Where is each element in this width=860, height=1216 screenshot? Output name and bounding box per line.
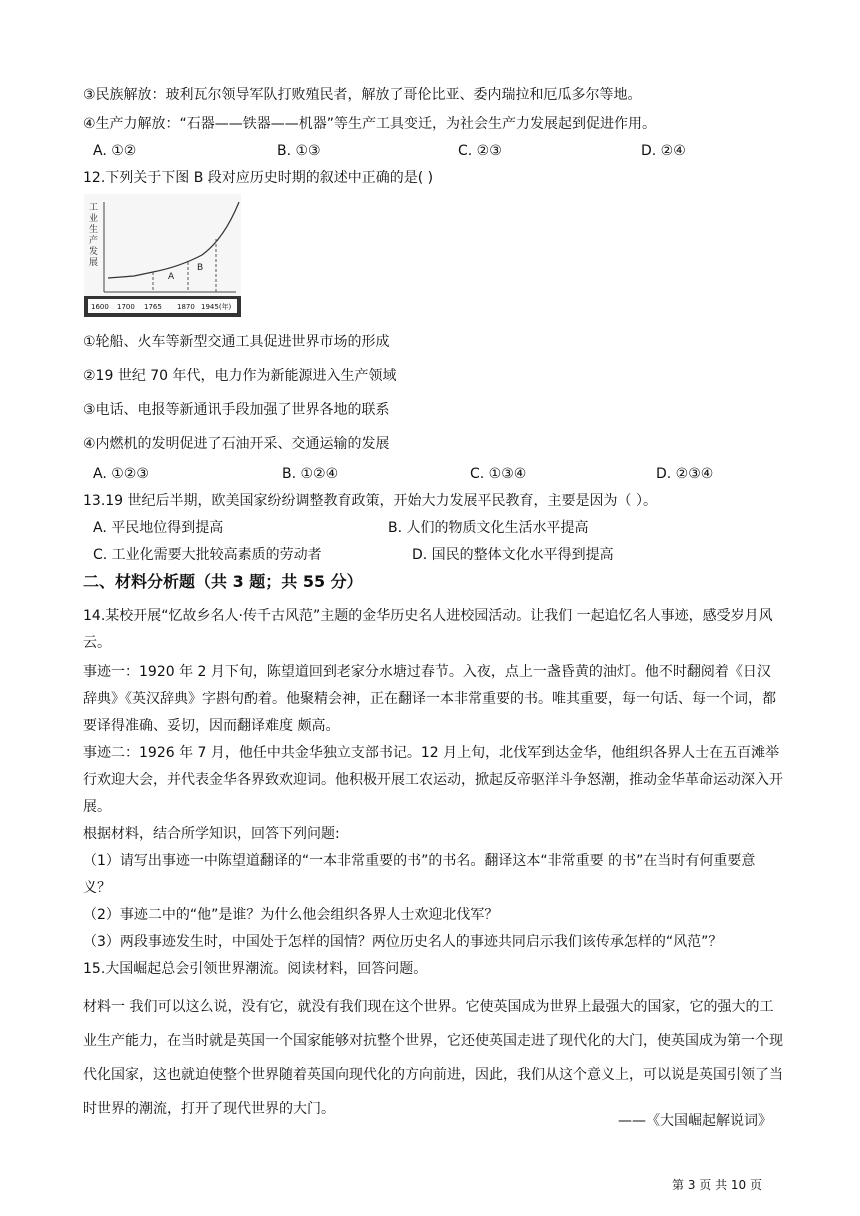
- q14-event-1: 事迹一：1920 年 2 月下旬，陈望道回到老家分水塘过春节。入夜，点上一盏昏黄的油灯。他不时翻阅着《日汉辞典》《英汉辞典》字斟句酌着。他聚精会神，正在翻译一本非常重要的书。唯其重要，每一句话、每一个词，都要译得准确、妥切，因而翻译难度 颇高。: [83, 664, 776, 734]
- x-tick-1945: 1945(年): [201, 303, 232, 311]
- q12-stem: 12.下列关于下图 B 段对应历史时期的叙述中正确的是( ): [83, 170, 434, 186]
- q13-option-a[interactable]: A. 平民地位得到提高: [93, 520, 224, 536]
- q11-item3: ③民族解放：玻利瓦尔领导军队打败殖民者，解放了哥伦比亚、委内瑞拉和厄瓜多尔等地。: [83, 87, 642, 103]
- q11-option-b[interactable]: B. ①③: [277, 143, 321, 159]
- q14-prompt: 根据材料，结合所学知识，回答下列问题:: [83, 826, 340, 842]
- chart-ylabel-char: 工: [89, 203, 99, 213]
- q14-intro: 14.某校开展“忆故乡名人·传千古风范”主题的金华历史名人进校园活动。让我们 一起追忆名人事迹，感受岁月风云。: [83, 608, 773, 651]
- q13-option-c[interactable]: C. 工业化需要大批较高素质的劳动者: [93, 547, 322, 563]
- q13-stem: 13.19 世纪后半期，欧美国家纷纷调整教育政策，开始大力发展平民教育，主要是因为（ ）。: [83, 493, 657, 509]
- q12-item-3: ③电话、电报等新通讯手段加强了世界各地的联系: [83, 402, 390, 418]
- x-tick-1765: 1765: [144, 303, 162, 311]
- q15-material-source: ——《大国崛起解说词》: [618, 1113, 772, 1129]
- section-heading: 二、材料分析题（共 3 题；共 55 分）: [83, 572, 363, 591]
- q13-option-b[interactable]: B. 人们的物质文化生活水平提高: [388, 520, 589, 536]
- q14-subquestion-2: （2）事迹二中的“他”是谁？为什么他会组织各界人士欢迎北伐军？: [83, 907, 499, 923]
- q12-option-d[interactable]: D. ②③④: [656, 466, 714, 482]
- segment-b-label: B: [197, 263, 204, 273]
- q12-option-b[interactable]: B. ①②④: [282, 466, 339, 482]
- x-tick-1870: 1870: [177, 303, 195, 311]
- q12-option-a[interactable]: A. ①②③: [93, 466, 149, 482]
- q14-event-2: 事迹二：1926 年 7 月，他任中共金华独立支部书记。12 月上旬，北伐军到达金华，他组织各界人士在五百滩举行欢迎大会，并代表金华各界致欢迎词。他积极开展工农运动，掀起反帝驱洋斗争怒潮，推动金华革命运动深入开展。: [83, 745, 783, 815]
- x-tick-1600: 1600: [91, 303, 109, 311]
- chart-ylabel-char: 产: [89, 236, 99, 246]
- q12-item-4: ④内燃机的发明促进了石油开采、交通运输的发展: [83, 436, 390, 452]
- q13-option-d[interactable]: D. 国民的整体文化水平得到提高: [412, 547, 614, 563]
- q12-item-1: ①轮船、火车等新型交通工具促进世界市场的形成: [83, 334, 390, 350]
- q11-option-c[interactable]: C. ②③: [458, 143, 502, 159]
- q14-subquestion-3: （3）两段事迹发生时，中国处于怎样的国情？两位历史名人的事迹共同启示我们该传承怎样的“风范”？: [83, 934, 723, 950]
- q15-material-1: 材料一 我们可以这么说，没有它，就没有我们现在这个世界。它使英国成为世界上最强大的国家，它的强大的工业生产能力，在当时就是英国一个国家能够对抗整个世界，它还使英国走进了现代化的大门，使英国成为第一个现代化国家，这也就迫使整个世界随着英国向现代化的方向前进，因此，我们从这个意义上，可以说是英国引领了当时世界的潮流，打开了现代世界的大门。: [83, 999, 783, 1117]
- chart-ylabel-char: 生: [89, 225, 99, 235]
- q11-option-a[interactable]: A. ①②: [93, 143, 137, 159]
- q15-stem: 15.大国崛起总会引领世界潮流。阅读材料，回答问题。: [83, 961, 428, 977]
- page-number: 第 3 页 共 10 页: [672, 1178, 762, 1192]
- chart-ylabel-char: 展: [89, 258, 99, 268]
- q11-item4: ④生产力解放：“石器——铁器——机器”等生产工具变迁，为社会生产力发展起到促进作用。: [83, 116, 657, 132]
- q14-subquestion-1: （1）请写出事迹一中陈望道翻译的“一本非常重要的书”的书名。翻译这本“非常重要 的书”在当时有何重要意义？: [83, 853, 756, 896]
- q12-option-c[interactable]: C. ①③④: [470, 466, 527, 482]
- x-tick-1700: 1700: [117, 303, 135, 311]
- q12-item-2: ②19 世纪 70 年代，电力作为新能源进入生产领域: [83, 368, 397, 384]
- q11-option-d[interactable]: D. ②④: [641, 143, 686, 159]
- industrial-production-chart: [84, 194, 241, 317]
- segment-a-label: A: [168, 272, 175, 282]
- chart-ylabel-char: 业: [89, 214, 99, 224]
- chart-ylabel-char: 发: [89, 247, 99, 257]
